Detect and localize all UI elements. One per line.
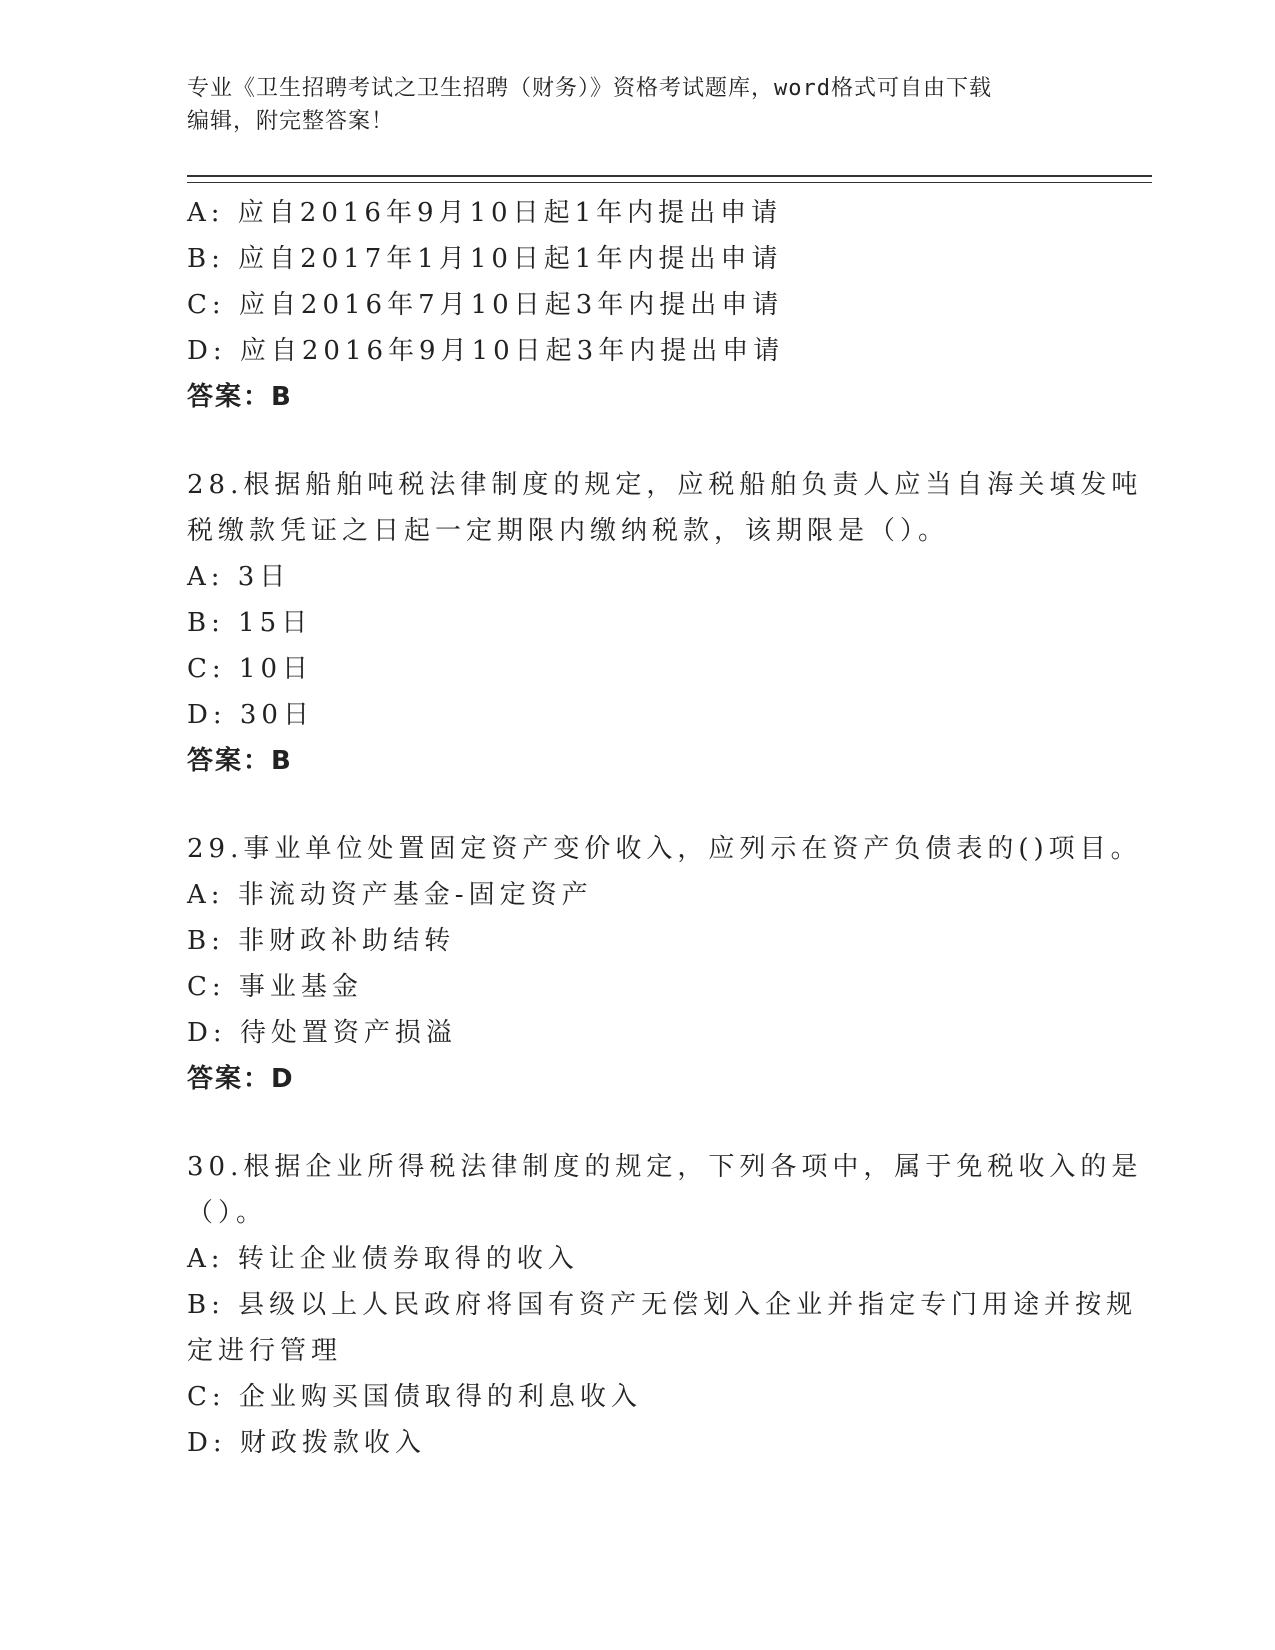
option-a: A: 非流动资产基金-固定资产	[187, 880, 593, 910]
answer-29: 答案：D	[187, 1064, 295, 1094]
document-header	[187, 72, 1067, 138]
question-29-stem: 29.事业单位处置固定资产变价收入，应列示在资产负债表的()项目。	[187, 834, 1142, 864]
option-b: B: 非财政补助结转	[187, 926, 456, 956]
question-content	[187, 190, 1143, 1466]
option-d: D: 应自2016年9月10日起3年内提出申请	[187, 336, 785, 366]
option-a: A: 3日	[187, 562, 291, 592]
answer-27: 答案：B	[187, 382, 293, 412]
option-d: D: 30日	[187, 700, 314, 730]
question-28-stem-line-1: 28.根据船舶吨税法律制度的规定，应税船舶负责人应当自海关填发吨	[187, 470, 1143, 500]
question-27-options	[187, 190, 1077, 420]
option-c: C: 应自2016年7月10日起3年内提出申请	[187, 290, 784, 320]
option-a: A: 转让企业债券取得的收入	[187, 1244, 579, 1274]
header-rule-thin	[187, 182, 1152, 183]
header-rule-thick	[187, 175, 1152, 177]
option-b: B: 15日	[187, 608, 313, 638]
option-d: D: 待处置资产损溢	[187, 1018, 457, 1048]
option-a: A: 应自2016年9月10日起1年内提出申请	[187, 198, 783, 228]
option-c: C: 10日	[187, 654, 314, 684]
option-c: C: 企业购买国债取得的利息收入	[187, 1382, 642, 1412]
answer-28: 答案：B	[187, 746, 293, 776]
option-b-continued: 定进行管理	[187, 1336, 343, 1366]
option-d: D: 财政拨款收入	[187, 1428, 426, 1458]
header-line-1: 专业《卫生招聘考试之卫生招聘（财务）》资格考试题库，word格式可自由下载	[187, 76, 992, 101]
option-b: B: 县级以上人民政府将国有资产无偿划入企业并指定专门用途并按规	[187, 1290, 1138, 1320]
question-28	[187, 462, 1143, 784]
question-30	[187, 1144, 1143, 1466]
option-c: C: 事业基金	[187, 972, 363, 1002]
question-30-stem-line-1: 30.根据企业所得税法律制度的规定，下列各项中，属于免税收入的是	[187, 1152, 1143, 1182]
option-b: B: 应自2017年1月10日起1年内提出申请	[187, 244, 783, 274]
header-line-2: 编辑，附完整答案！	[187, 109, 395, 134]
question-30-stem-line-2: （）。	[187, 1198, 268, 1228]
question-29	[187, 826, 1142, 1102]
question-28-stem-line-2: 税缴款凭证之日起一定期限内缴纳税款，该期限是（）。	[187, 516, 950, 546]
